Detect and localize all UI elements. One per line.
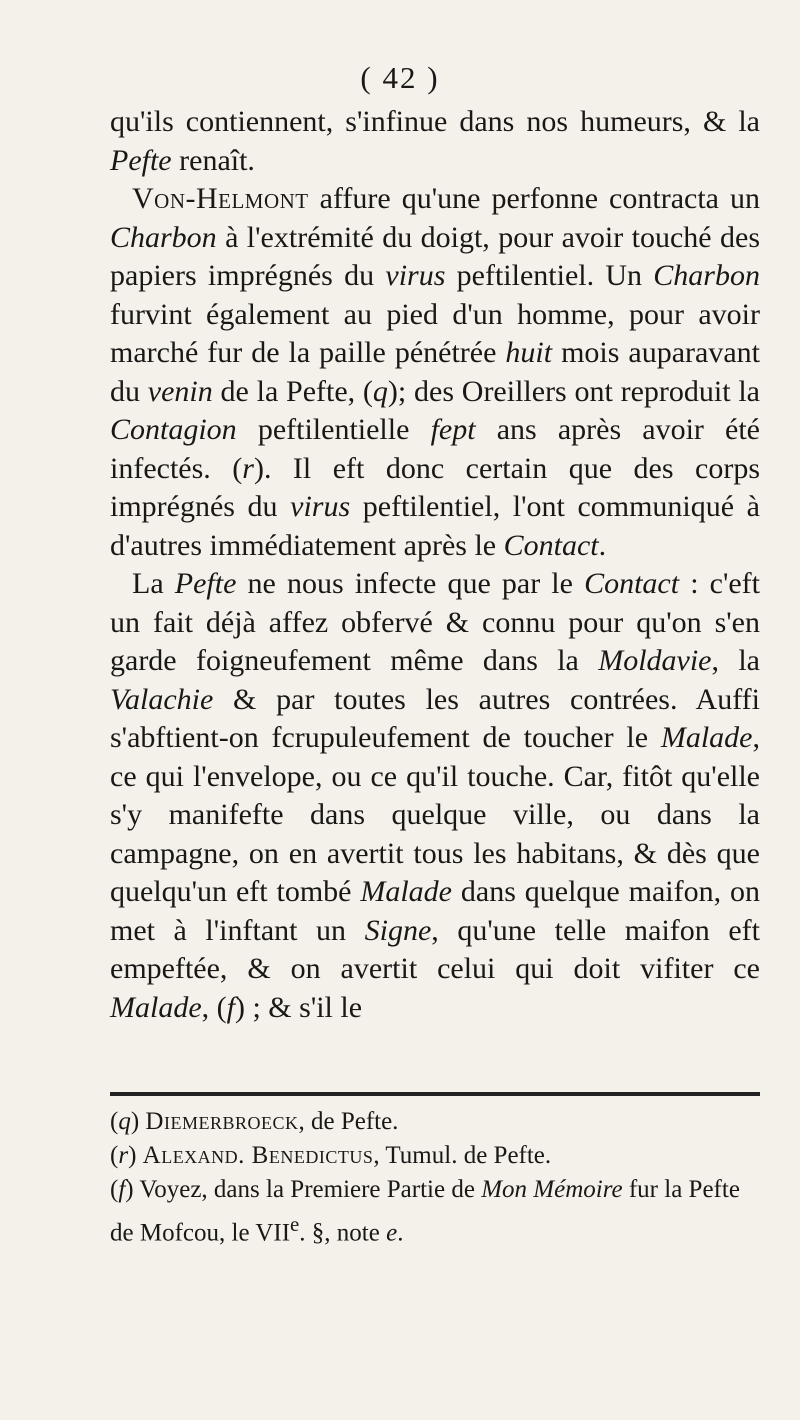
footnotes-1-run: )	[128, 1142, 143, 1169]
paragraphs-1-run: fept	[430, 413, 476, 446]
paragraphs-2-run: Malade	[110, 990, 202, 1024]
footnotes-2-run: fur la Pefte de Mofcou, le VII	[110, 1176, 740, 1247]
paragraphs-2-run: Signe	[364, 913, 432, 947]
paragraphs-2-run: , la	[711, 644, 760, 677]
footnotes-1-run: Alexand. Benedictus	[142, 1142, 374, 1169]
footnotes-2-run: f	[118, 1176, 126, 1203]
paragraphs-1-run: virus	[290, 490, 351, 523]
paragraphs-1-run: virus	[385, 259, 446, 292]
paragraphs-1-run: ). Il eft donc certain que des corps imprégnés du	[110, 451, 760, 523]
paragraphs-1-run: affure qu'une perfonne contracta un	[308, 182, 760, 215]
paragraphs-2-run: , ce qui l'envelope, ou ce qu'il touche. Car, fitôt qu'elle s'y manifefte dans quelque ville, ou dans la campagne, on en avertit tous les habitans, & dès que quelqu'un eft tombé	[110, 721, 760, 908]
paragraphs-2-run: Moldavie	[598, 644, 712, 677]
footnotes	[110, 1105, 760, 1250]
paragraphs-1-run: furvint également au pied d'un homme, pour avoir marché fur de la paille pénétrée	[110, 297, 760, 369]
footnote	[110, 1139, 760, 1173]
main-text	[110, 103, 760, 1027]
footnotes-2-run: ) Voyez, dans la Premiere Partie de	[125, 1176, 482, 1203]
footnotes-0-run: )	[130, 1108, 146, 1135]
paragraph	[110, 103, 760, 180]
footnotes-2-run: (	[110, 1176, 119, 1203]
paragraphs-1-run: Contagion	[110, 413, 237, 446]
paragraphs-1-run: peftilentiel. Un	[445, 259, 654, 292]
footnote	[110, 1173, 760, 1250]
paragraphs-2-run: & par toutes les autres contrées. Auffi s'abftient-on fcrupuleufement de toucher le	[110, 682, 760, 754]
footnotes-2-run: .	[397, 1219, 404, 1247]
footnotes-0-run: (	[110, 1108, 119, 1135]
paragraphs-2-run: La	[132, 567, 175, 600]
paragraphs-1-run: Von-Helmont	[132, 182, 309, 215]
paragraphs-1-run: peftilentiel, l'ont communiqué à d'autres immédiatement après le	[110, 490, 760, 562]
footnotes-1-run: r	[118, 1142, 129, 1169]
paragraphs-2-run: Pefte	[174, 567, 237, 600]
paragraphs-2-run: , (	[201, 990, 227, 1024]
footnotes-0-run: q	[118, 1108, 131, 1135]
paragraphs-1-run: Charbon	[653, 259, 760, 292]
paragraphs-1-run: mois auparavant du	[110, 336, 760, 408]
paragraphs-1-run: Contact	[503, 528, 599, 562]
paragraphs-2-run: : c'eft un fait déjà affez obfervé & connu pour qu'on s'en garde foigneufement même dans la	[110, 567, 761, 677]
paragraph	[110, 180, 760, 565]
paragraphs-1-run: ans après avoir été infectés. (	[110, 413, 760, 485]
paragraphs-1-run: r	[242, 451, 254, 485]
paragraph	[110, 565, 760, 1027]
paragraphs-2-run: , qu'une telle maifon eft empeftée, & on avertit celui qui doit vifiter ce	[110, 913, 760, 985]
paragraphs-2-run: ) ; & s'il le	[234, 990, 363, 1024]
paragraphs-2-run: dans quelque maifon, on met à l'inftant un	[110, 875, 760, 947]
footnotes-2-run: Mon Mémoire	[481, 1176, 623, 1203]
paragraphs-1-run: de la Pefte, (	[212, 374, 373, 408]
footnotes-2-run: . §, note	[299, 1219, 387, 1247]
paragraphs-2-run: f	[226, 990, 235, 1024]
footnote-rule	[110, 1092, 760, 1096]
footnotes-1-run: , Tumul. de Pefte.	[373, 1142, 552, 1169]
paragraphs-1-run: peftilentielle	[236, 413, 431, 446]
footnotes-2-run: e	[290, 1212, 300, 1236]
footnote	[110, 1105, 760, 1139]
paragraphs-1-run: ); des Oreillers ont reproduit la	[387, 374, 760, 408]
paragraphs-2-run: Contact	[584, 567, 680, 600]
paragraphs-1-run: q	[372, 374, 388, 408]
paragraphs-1-run: à l'extrémité du doigt, pour avoir touché des papiers imprégnés du	[110, 220, 760, 292]
paragraphs-0-run: renaît.	[171, 143, 255, 177]
paragraphs-2-run: Malade	[360, 875, 452, 908]
paragraphs-0-run: Pefte	[110, 143, 172, 177]
paragraphs-2-run: Malade	[660, 721, 753, 754]
page-number: ( 42 )	[360, 60, 440, 95]
footnotes-0-run: Diemerbroeck	[145, 1108, 299, 1135]
footnotes-2-run: e	[386, 1219, 398, 1247]
paragraphs-1-run: huit	[505, 336, 553, 369]
paragraphs-0-run: qu'ils contiennent, s'infinue dans nos humeurs, & la	[110, 105, 760, 138]
paragraphs-2-run: ne nous infecte que par le	[236, 567, 585, 600]
paragraphs-2-run: Valachie	[110, 682, 214, 716]
paragraphs-1-run: .	[598, 528, 607, 562]
footnotes-1-run: (	[110, 1142, 119, 1169]
paragraphs-1-run: Charbon	[110, 220, 217, 254]
paragraphs-1-run: venin	[147, 374, 213, 408]
footnotes-0-run: , de Pefte.	[298, 1108, 399, 1135]
